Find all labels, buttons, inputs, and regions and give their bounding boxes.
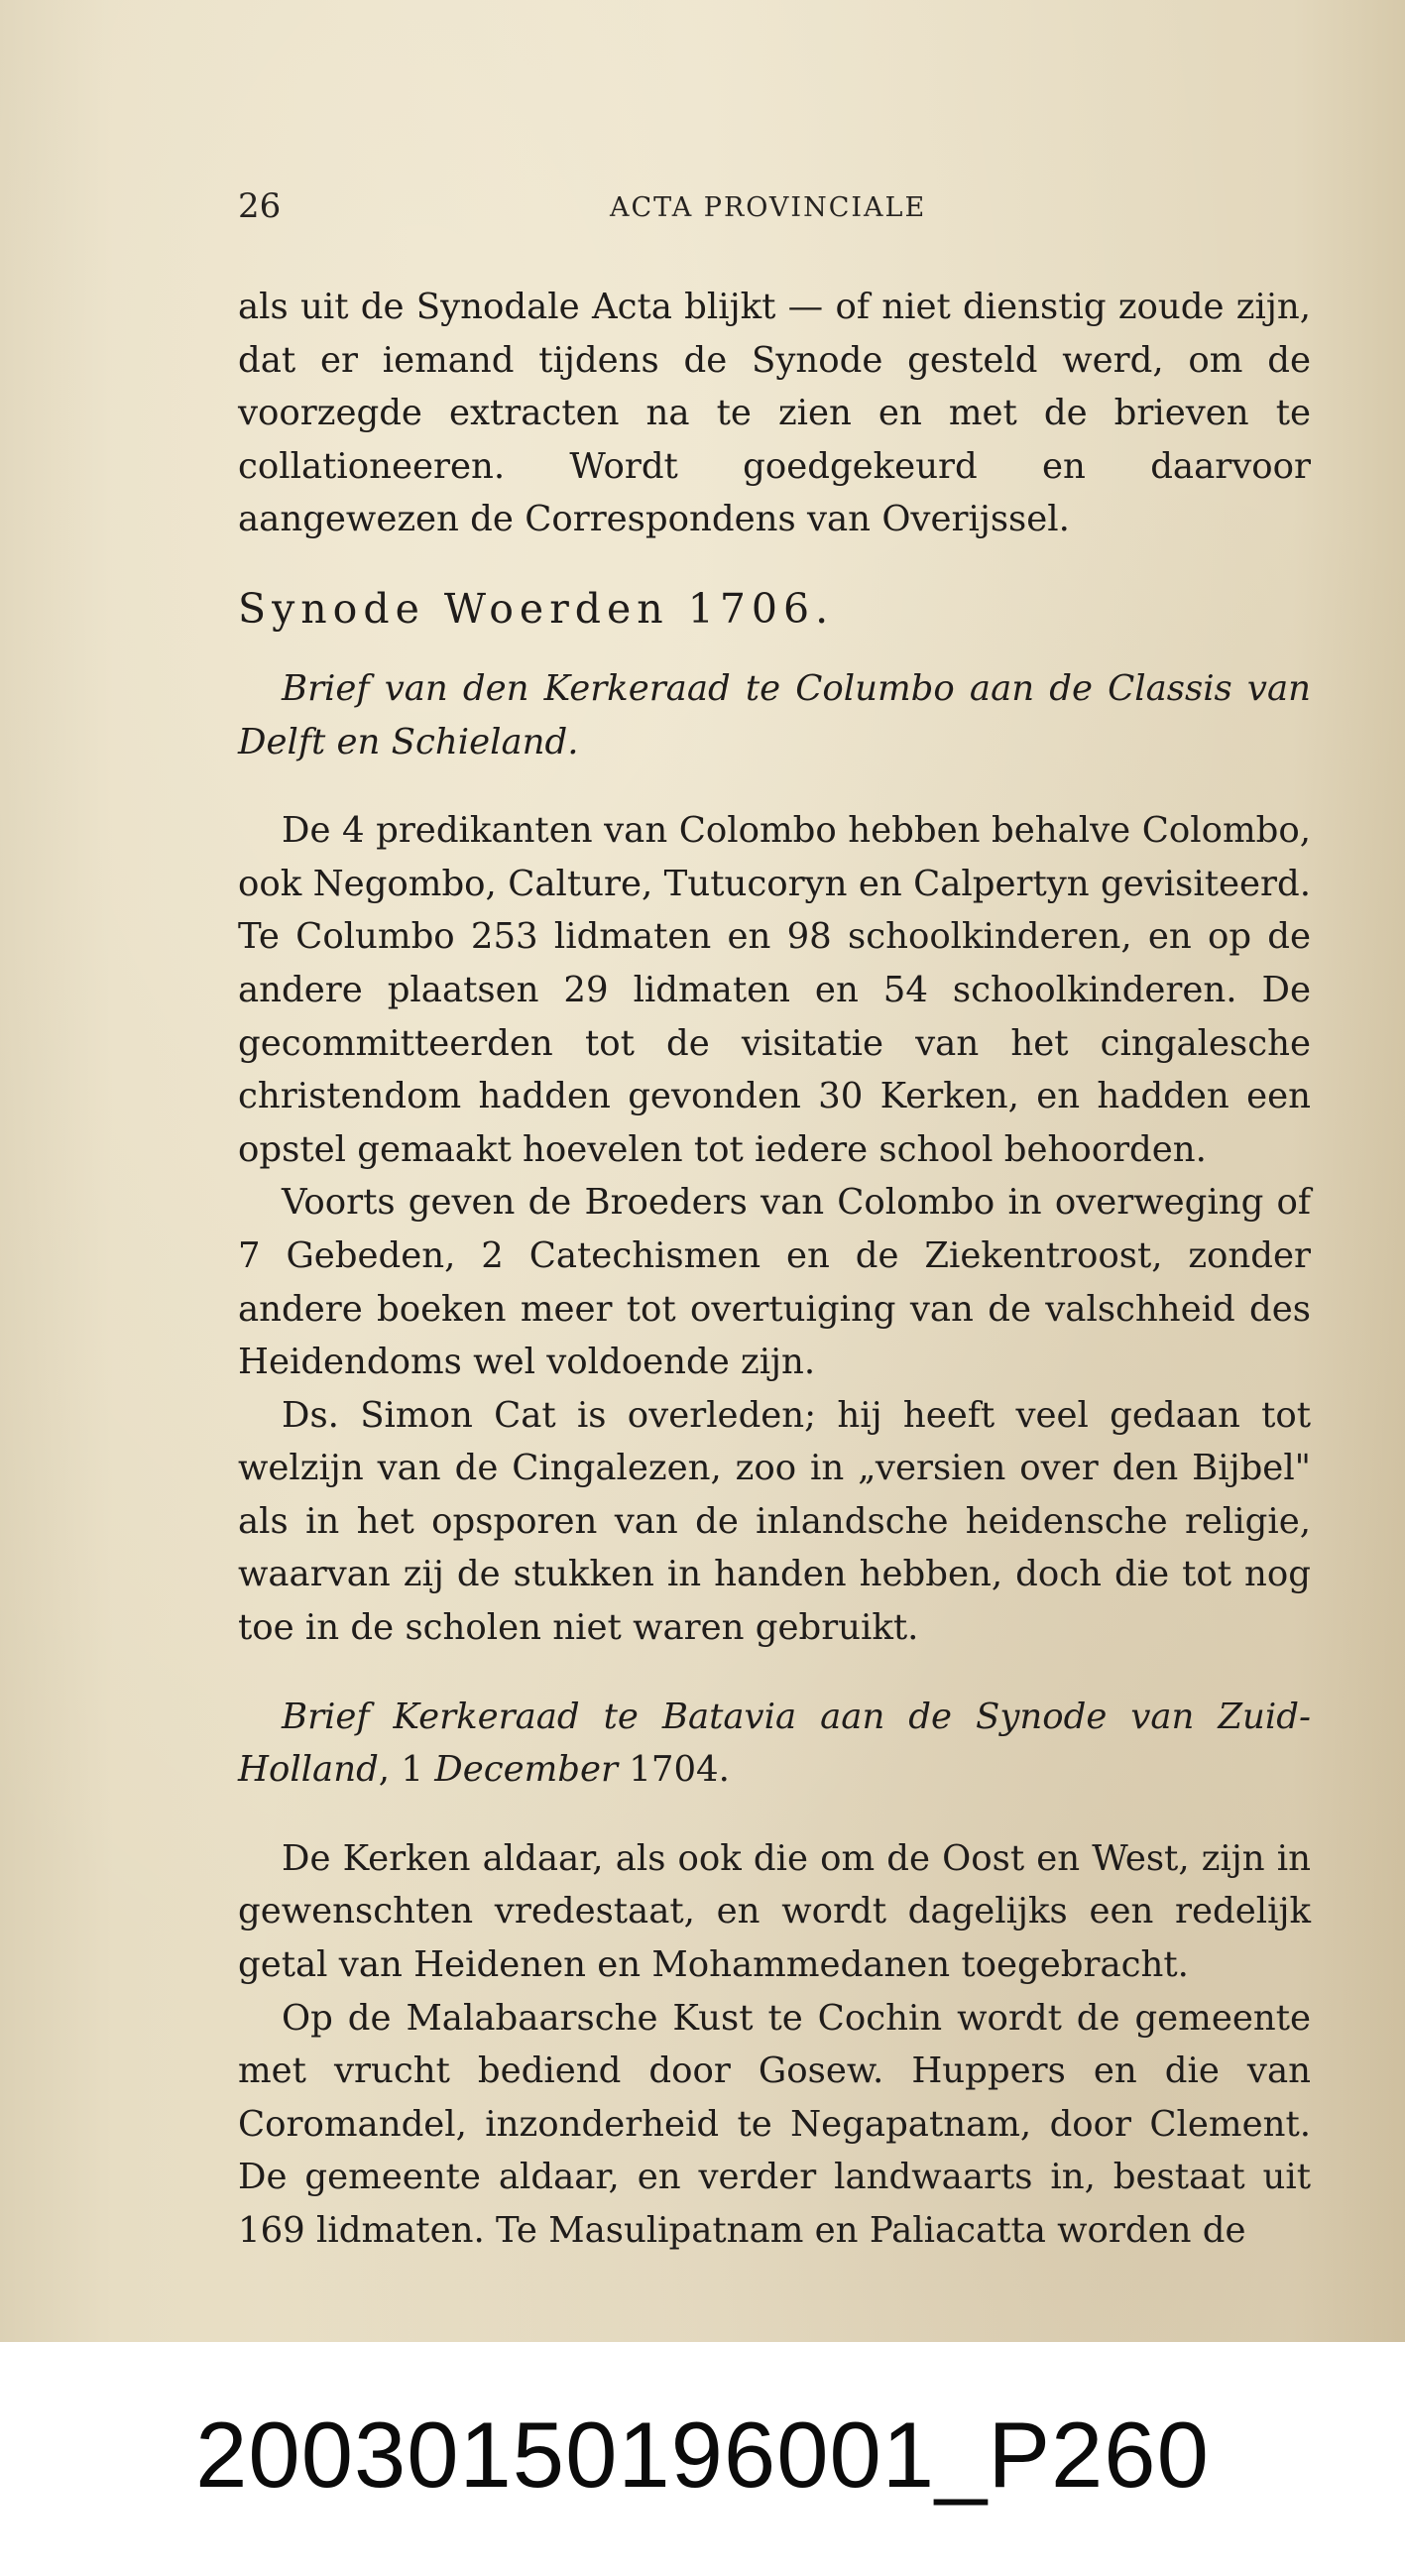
letter-heading-batavia-separator: , 1 [378, 1749, 435, 1791]
letter-heading-columbo: Brief van den Kerkeraad te Columbo aan de Classis van Delft en Schieland. [238, 667, 1311, 762]
paragraph-kerken-aldaar: De Kerken aldaar, als ook die om de Oost en West, zijn in gewenschten vredestaat, en wordt dagelijks een redelijk getal van Heidenen en Mohammedanen toegebracht. [238, 1837, 1311, 1986]
paragraph-gebeden: Voorts geven de Broeders van Colombo in overweging of 7 Gebeden, 2 Catechismen en de Ziekentroost, zonder andere boeken meer tot overtuiging van de valschheid des Heidendoms wel voldoende zijn. [238, 1182, 1311, 1383]
paragraph-simon-cat: Ds. Simon Cat is overleden; hij heeft veel gedaan tot welzijn van de Cingalezen, zoo in „versien over den Bijbel" als in het opsporen van de inlandsche heidensche religie, waarvan zij de stukken in handen hebben, doch die tot nog toe in de scholen niet waren gebruikt. [238, 1394, 1311, 1649]
paragraph-continued: als uit de Synodale Acta blijkt — of niet dienstig zoude zijn, dat er iemand tijdens de Synode gesteld werd, om de voorzegde extracten na te zien en met de brieven te collationeeren. Wordt goedgekeurd en daarvoor aangewezen de Correspondens van Overijssel. [238, 287, 1311, 540]
scan-identifier: 20030150196001_P260 [195, 2402, 1210, 2507]
paragraph-malabaarsche-kust: Op de Malabaarsche Kust te Cochin wordt de gemeente met vrucht bediend door Gosew. Huppers en die van Coromandel, inzonderheid te Negapatnam, door Clement. De gemeente aldaar, en verder landwaarts in, bestaat uit 169 lidmaten. Te Masulipatnam en Paliacatta worden de [238, 1997, 1311, 2251]
letter-heading-batavia-month: December [434, 1749, 618, 1791]
page-body [238, 281, 1311, 2258]
letter-heading-batavia-year: 1704. [617, 1749, 730, 1791]
letter-heading-batavia [238, 1691, 1311, 1797]
section-heading: Synode Woerden 1706. [238, 584, 835, 633]
running-title: ACTA PROVINCIALE [610, 192, 927, 223]
page-number: 26 [238, 186, 282, 226]
paragraph-predikanten: De 4 predikanten van Colombo hebben behalve Colombo, ook Negombo, Calture, Tutucoryn en Calpertyn gevisiteerd. Te Columbo 253 lidmaten en 98 schoolkinderen, en op de andere plaatsen 29 lidmaten en 54 schoolkinderen. De gecommitteerden tot de visitatie van het cingalesche christendom hadden gevonden 30 Kerken, en hadden een opstel gemaakt hoevelen tot iedere school behoorden. [238, 810, 1311, 1170]
scan-identifier-band [0, 2342, 1405, 2576]
letter-heading-batavia-title: Brief Kerkeraad te Batavia aan de Synode van Zuid-Holland [238, 1696, 1311, 1791]
running-header [238, 186, 1311, 230]
